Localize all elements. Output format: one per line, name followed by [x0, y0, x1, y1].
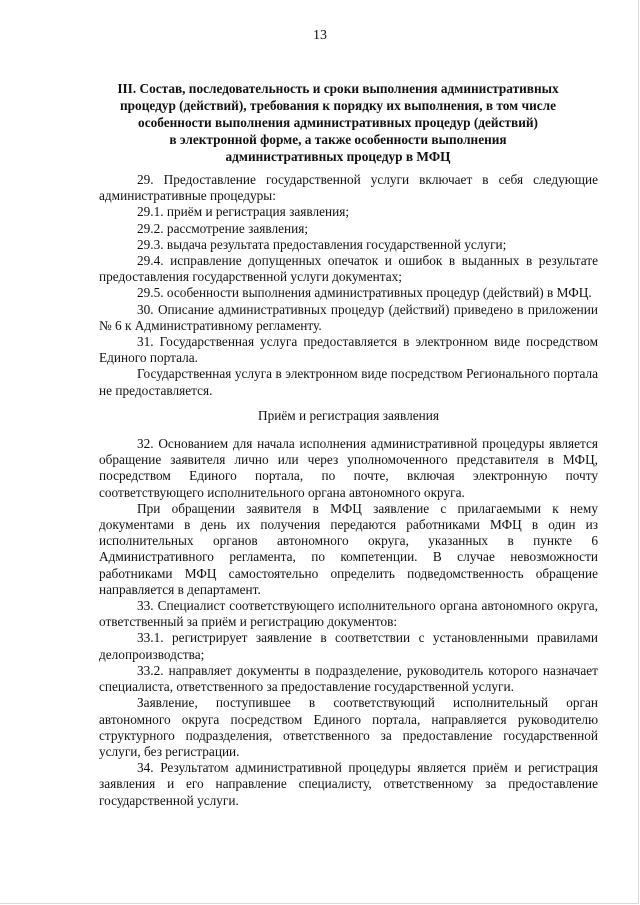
paragraph: 31. Государственная услуга предоставляется в электронном виде посредством Единого портала. — [99, 334, 598, 366]
page-number: 13 — [313, 28, 327, 43]
paragraph: 33.2. направляет документы в подразделение, руководитель которого назначает специалиста, ответственного за предоставление государственной услуги. — [99, 662, 598, 695]
paragraph: При обращении заявителя в МФЦ заявление с прилагаемыми к нему документами в день их получения передаются работниками МФЦ в один из исполнительных органов автономного округа, указанных в пункте 6 Административного регламента, по компетенции. В случае невозможности работниками МФЦ самостоятельно определить подведомственность обращение направляется в департамент. — [99, 500, 598, 597]
paragraph: 32. Основанием для начала исполнения административной процедуры является обращение заявителя лично или через уполномоченного представителя в МФЦ, посредством Единого портала, по почте, включая электронную почту соответствующего исполнительного органа автономного округа. — [99, 436, 598, 500]
heading-line: административных процедур в МФЦ — [225, 149, 451, 164]
paragraph: 34. Результатом административной процедуры является приём и регистрация заявления и его направление специалисту, ответственному за предоставление государственной услуги. — [99, 760, 598, 808]
paragraph: 30. Описание административных процедур (действий) приведено в приложении № 6 к Административному регламенту. — [99, 301, 598, 333]
paragraph: Государственная услуга в электронном виде посредством Регионального портала не предоставляется. — [99, 366, 598, 398]
paragraph: 29.4. исправление допущенных опечаток и ошибок в выданных в результате предоставления государственной услуги документах; — [99, 253, 598, 285]
heading-line: III. Состав, последовательность и сроки выполнения административных — [117, 81, 559, 96]
paragraph: 29.2. рассмотрение заявления; — [137, 220, 309, 236]
paragraph: 29.1. приём и регистрация заявления; — [137, 204, 350, 220]
document-body — [99, 172, 598, 809]
subsection-title: Приём и регистрация заявления — [258, 407, 439, 423]
paragraph: 29.3. выдача результата предоставления государственной услуги; — [137, 236, 507, 252]
paragraph: 33.1. регистрирует заявление в соответствии с установленными правилами делопроизводства; — [99, 630, 598, 662]
paragraph: 33. Специалист соответствующего исполнительного органа автономного округа, ответственный за приём и регистрацию документов: — [99, 598, 598, 630]
paragraph: 29.5. особенности выполнения административных процедур (действий) в МФЦ. — [137, 285, 592, 301]
heading-line: особенности выполнения административных процедур (действий) — [138, 115, 538, 130]
section-heading — [88, 80, 588, 165]
paragraph: Заявление, поступившее в соответствующий исполнительный орган автономного округа посредством Единого портала, направляется руководителю структурного подразделения, ответственного за предоставление государственной услуги, без регистрации. — [99, 695, 598, 759]
heading-line: процедур (действий), требования к порядку их выполнения, в том числе — [119, 98, 556, 113]
paragraph: 29. Предоставление государственной услуги включает в себя следующие административные процедуры: — [99, 172, 598, 204]
heading-line: в электронной форме, а также особенности выполнения — [169, 132, 507, 147]
